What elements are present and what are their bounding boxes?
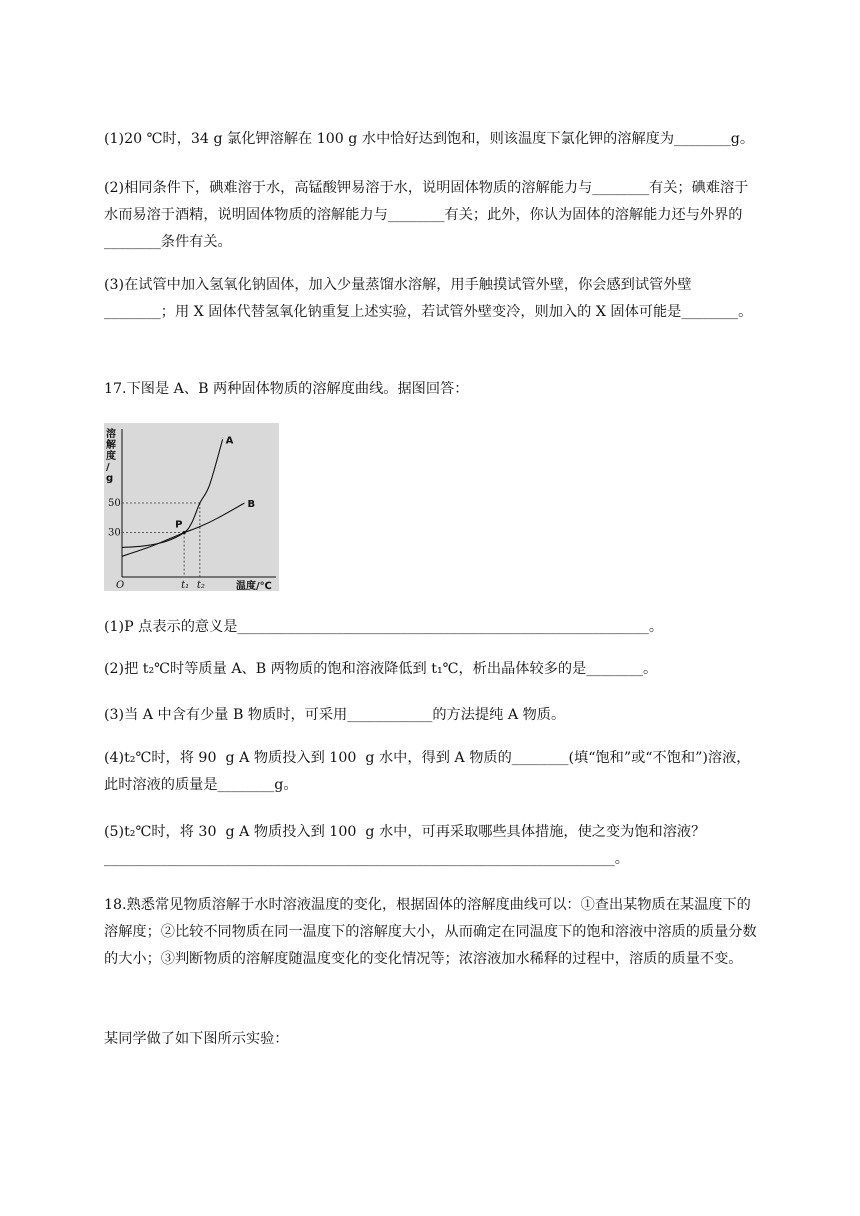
curve-B <box>122 503 245 556</box>
y-tick-label-0: 30 <box>108 527 121 539</box>
question-18-intro: 某同学做了如下图所示实验： <box>104 1031 289 1047</box>
question-18-stem: 18.熟悉常见物质溶解于水时溶液温度的变化，根据固体的溶解度曲线可以：①查出某物质在某温度下的溶解度；②比较不同物质在同一温度下的溶解度大小，从而确定在同温度下的饱和溶液中溶质的质量分数的大小；③判断物质的溶解度随温度变化的变化情况等；浓溶液加水稀释的过程中，溶质的质量不变。 <box>104 897 757 967</box>
question-17-2: (2)把 t₂℃时等质量 A、B 两物质的饱和溶液降低到 t₁℃，析出晶体较多的是________。 <box>104 661 658 677</box>
y-tick-label-1: 50 <box>108 498 121 509</box>
point-p-label: P <box>175 519 183 531</box>
x-axis-label: 温度/℃ <box>236 581 272 591</box>
solubility-curve-figure <box>104 423 279 591</box>
curve-label-B: B <box>247 499 256 510</box>
origin-label: O <box>116 580 125 591</box>
question-17-3: (3)当 A 中含有少量 B 物质时，可采用____________的方法提纯 A 物质。 <box>104 707 566 723</box>
y-axis-label: 溶解度/ g <box>106 429 116 484</box>
question-17-stem: 17.下图是 A、B 两种固体物质的溶解度曲线。据图回答： <box>104 381 469 397</box>
point-p <box>183 531 186 534</box>
curve-A <box>122 439 223 547</box>
question-17-5: (5)t₂℃时，将 30 g A 物质投入到 100 g 水中，可再采取哪些具体措施，使之变为饱和溶液？________________________________________________________________________。 <box>104 824 706 867</box>
x-tick-label-1: t₂ <box>196 580 205 591</box>
question-16-2: (2)相同条件下，碘难溶于水，高锰酸钾易溶于水，说明固体物质的溶解能力与________有关；碘难溶于水而易溶于酒精，说明固体物质的溶解能力与________有关；此外，你认为固体的溶解能力还与外界的________条件有关。 <box>104 180 749 250</box>
curve-label-A: A <box>225 435 234 447</box>
question-17-4: (4)t₂℃时，将 90 g A 物质投入到 100 g 水中，得到 A 物质的________(填“饱和”或“不饱和”)溶液，此时溶液的质量是________g。 <box>104 750 751 793</box>
question-16-1: (1)20 ℃时，34 g 氯化钾溶解在 100 g 水中恰好达到饱和，则该温度下氯化钾的溶解度为________g。 <box>104 131 755 147</box>
question-17-1: (1)P 点表示的意义是__________________________________________________________。 <box>104 619 664 635</box>
x-tick-label-0: t₁ <box>181 580 190 591</box>
solubility-chart <box>104 423 279 591</box>
question-16-3: (3)在试管中加入氢氧化钠固体，加入少量蒸馏水溶解，用手触摸试管外壁，你会感到试管外壁________；用 X 固体代替氢氧化钠重复上述实验，若试管外壁变冷，则加入的 X 固体可能是________。 <box>104 277 753 320</box>
